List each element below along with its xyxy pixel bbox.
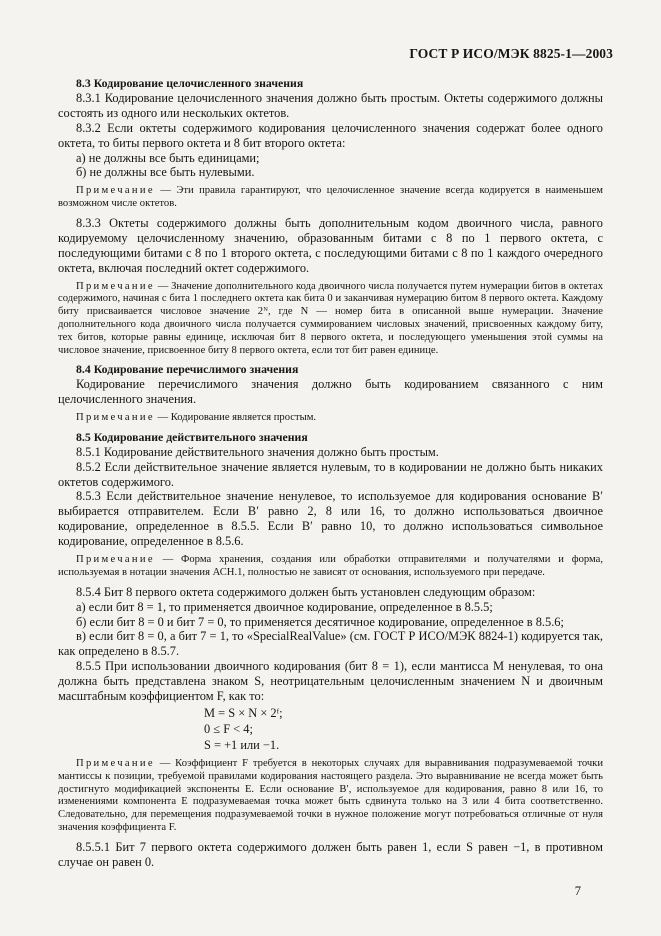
paragraph: 8.5.1 Кодирование действительного значения должно быть простым. — [76, 444, 439, 459]
section-heading: 8.5 Кодирование действительного значения — [76, 429, 308, 444]
section-heading: 8.4 Кодирование перечислимого значения — [76, 362, 299, 377]
note — [58, 185, 603, 211]
note-label: Примечание — [76, 554, 155, 566]
note — [58, 281, 603, 358]
paragraph: 8.3.2 Если октеты содержимого кодирования целочисленного значения содержат более одного октета, то биты первого октета и 8 бит второго октета: — [58, 120, 603, 150]
paragraph: 8.5.2 Если действительное значение является нулевым, то в кодировании не должно быть никаких октетов содержимого. — [58, 459, 603, 489]
note-label: Примечание — [76, 280, 155, 292]
paragraph: 8.3.3 Октеты содержимого должны быть дополнительным кодом двоичного числа, равного кодируемому целочисленному значению, образованным битами с 8 по 1 первого октета, с последующими битами с 8 по 1 второго октета, с последующими битами с 8 по 1 каждого очередного октета, включая последний октет содержимого. — [58, 215, 603, 275]
paragraph: в) если бит 8 = 0, а бит 7 = 1, то «SpecialRealValue» (см. ГОСТ Р ИСО/МЭК 8824-1) кодируется так, как определено в 8.5.7. — [58, 629, 603, 659]
note-label: Примечание — [76, 185, 155, 197]
paragraph: 8.5.5 При использовании двоичного кодирования (бит 8 = 1), если мантисса M ненулевая, то она должна быть представлена знаком S, неотрицательным целочисленным значением N и двоичным масштабным коэффициентом F, как то: — [58, 659, 603, 704]
note — [58, 554, 603, 580]
paragraph: Кодирование перечислимого значения должно быть кодированием связанного с ним целочисленного значения. — [58, 377, 603, 407]
formula-line: S = +1 или −1. — [204, 737, 280, 752]
note-text: — Форма хранения, создания или обработки отправителями и получателями и форма, используемая в нотации значения АСН.1, полностью не зависят от основания, используемого при передаче. — [58, 554, 603, 578]
note-text: — Значение дополнительного кода двоичного числа получается путем нумерации битов в октетах содержимого, начиная с бита 1 последнего октета как бита 0 и заканчивая нумерацию битом 8 первого октета. Каждому биту присваивается числовое значение 2ᴺ, где N — номер бита в описанной выше нумерации. Значение дополнительного кода двоичного числа получается суммированием числовых значений, присвоенных каждому биту, тех битов, которые равны единице, исключая бит 8 первого октета, и последующего уменьшения этой суммы на числовое значение, присвоенное биту 8 первого октета, если тот бит равен единице. — [58, 280, 604, 356]
paragraph: 8.3.1 Кодирование целочисленного значения должно быть простым. Октеты содержимого должны состоять из одного или нескольких октетов. — [58, 90, 603, 120]
section-heading: 8.3 Кодирование целочисленного значения — [76, 76, 304, 90]
paragraph: 8.5.3 Если действительное значение ненулевое, то используемое для кодирования основание B′ выбирается отправителем. Если B′ равно 2, 8 или 16, то должно использоваться двоичное кодирование, определенное в 8.5.5. Если B′ равно 10, то должно использоваться символьное кодирование, определенное в 8.5.6. — [58, 489, 603, 549]
note-label: Примечание — [76, 412, 155, 424]
formula-line: M = S × N × 2ᶠ; — [204, 705, 283, 720]
paragraph: а) не должны все быть единицами; — [76, 150, 260, 165]
note-text: — Эти правила гарантируют, что целочисленное значение всегда кодируется в наименьшем возможном числе октетов. — [58, 185, 603, 210]
paragraph: 8.5.5.1 Бит 7 первого октета содержимого должен быть равен 1, если S равен −1, в противном случае он равен 0. — [58, 839, 603, 869]
note-label: Примечание — [76, 757, 155, 769]
formula-line: 0 ≤ F < 4; — [204, 721, 253, 736]
document-code-header: ГОСТ Р ИСО/МЭК 8825-1—2003 — [409, 46, 613, 61]
paragraph: б) не должны все быть нулевыми. — [76, 165, 255, 180]
paragraph: б) если бит 8 = 0 и бит 7 = 0, то применяется десятичное кодирование, определенное в 8.5.6; — [76, 614, 564, 629]
formula-block — [58, 705, 603, 753]
note — [58, 758, 603, 835]
paragraph: а) если бит 8 = 1, то применяется двоичное кодирование, определенное в 8.5.5; — [76, 599, 493, 614]
page-number: 7 — [574, 884, 581, 898]
document-body — [58, 76, 603, 870]
paragraph: 8.5.4 Бит 8 первого октета содержимого должен быть установлен следующим образом: — [76, 584, 536, 599]
note-text: — Коэффициент F требуется в некоторых случаях для выравнивания подразумеваемой точки мантиссы к позиции, требуемой правилами кодирования настоящего раздела. Это выравнивание не всегда может быть достигнуто модификацией экспоненты E. Если основание B′, используемое для кодирования, равно 8 или 16, то изменениями компонента E подразумеваемая точка может быть сдвинута только на 3 или 4 бита соответственно. Следовательно, для перемещения подразумеваемой точки в нужное положение могут потребоваться отличные от нуля значения коэффициента F. — [58, 757, 603, 833]
note — [58, 412, 603, 425]
note-text: — Кодирование является простым. — [157, 412, 317, 424]
